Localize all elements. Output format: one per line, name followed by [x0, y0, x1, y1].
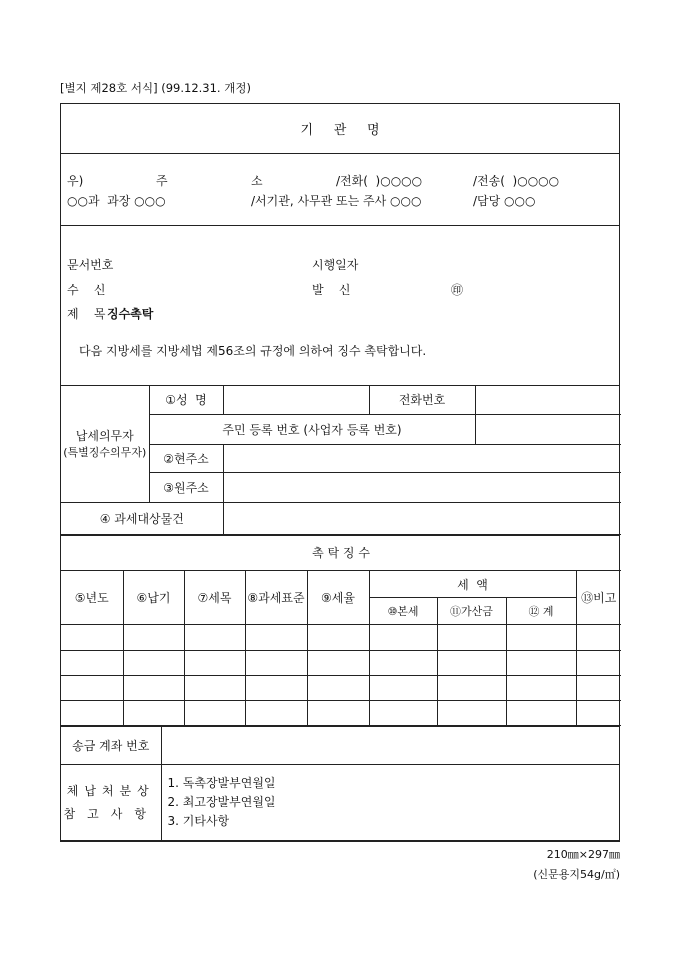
tax-cell[interactable] — [245, 676, 307, 701]
tax-cell[interactable] — [506, 651, 576, 676]
reference-item: 1. 독촉장발부연월일 — [167, 775, 276, 790]
tax-cell[interactable] — [245, 625, 307, 651]
form-label: [별지 제28호 서식] (99.12.31. 개정) — [60, 81, 251, 95]
tax-cell[interactable] — [61, 651, 123, 676]
tax-cell[interactable] — [307, 676, 369, 701]
address-label-1: 주 — [156, 174, 168, 188]
phone-field[interactable] — [475, 386, 621, 414]
reference-label-1: 체납처분상 — [66, 784, 155, 798]
tax-row — [61, 651, 621, 676]
collection-section — [61, 536, 619, 728]
tax-cell[interactable] — [307, 651, 369, 676]
phone-label: 전화번호 — [369, 386, 475, 414]
col-base: ⑧과세표준 — [245, 571, 307, 625]
postal-label: 우) — [67, 174, 84, 188]
recipient-label: 수 신 — [67, 283, 106, 297]
address-section — [61, 154, 619, 226]
tax-cell[interactable] — [184, 701, 245, 726]
tax-cell[interactable] — [437, 676, 506, 701]
tax-cell[interactable] — [437, 625, 506, 651]
tax-cell[interactable] — [576, 701, 621, 726]
reference-item: 3. 기타사항 — [167, 813, 230, 828]
current-address-label: ②현주소 — [149, 444, 223, 472]
tax-cell[interactable] — [307, 701, 369, 726]
tax-cell[interactable] — [369, 701, 437, 726]
col-surcharge: ⑪가산금 — [437, 598, 506, 625]
reference-item: 2. 최고장발부연월일 — [167, 794, 276, 809]
name-label: ①성 명 — [149, 386, 223, 414]
tax-cell[interactable] — [245, 701, 307, 726]
tax-cell[interactable] — [369, 676, 437, 701]
tax-cell[interactable] — [184, 625, 245, 651]
tax-cell[interactable] — [576, 651, 621, 676]
reference-label-cell — [61, 764, 161, 840]
col-amount: 세 액 — [369, 571, 576, 598]
tax-cell[interactable] — [437, 701, 506, 726]
body-text: 다음 지방세를 지방세법 제56조의 규정에 의하여 징수 촉탁합니다. — [79, 344, 427, 358]
phone-label: /전화( )○○○○ — [336, 174, 423, 188]
reference-label-2: 참고사항 — [63, 807, 158, 821]
taxpayer-section — [61, 386, 619, 536]
officer: /서기관, 사무관 또는 주사 ○○○ — [251, 194, 422, 208]
bottom-section — [61, 727, 619, 841]
tax-cell[interactable] — [123, 651, 184, 676]
tax-cell[interactable] — [369, 651, 437, 676]
tax-cell[interactable] — [61, 625, 123, 651]
tax-cell[interactable] — [61, 676, 123, 701]
current-address-field[interactable] — [223, 444, 621, 472]
taxpayer-sublabel: (특별징수의무자) — [63, 446, 147, 460]
tax-row — [61, 701, 621, 726]
tax-cell[interactable] — [123, 701, 184, 726]
subject-label: 제 목 — [67, 307, 106, 321]
original-address-label: ③원주소 — [149, 472, 223, 502]
remit-account-field[interactable] — [161, 727, 619, 764]
doc-number-label: 문서번호 — [67, 258, 114, 272]
col-note: ⑬비고 — [576, 571, 621, 625]
reg-number-field[interactable] — [475, 414, 621, 444]
subject: 징수촉탁 — [107, 307, 154, 321]
tax-row — [61, 625, 621, 651]
collection-title: 촉 탁 징 수 — [61, 536, 621, 571]
name-field[interactable] — [223, 386, 369, 414]
col-period: ⑥납기 — [123, 571, 184, 625]
tax-cell[interactable] — [506, 676, 576, 701]
address-label-2: 소 — [251, 174, 263, 188]
tax-cell[interactable] — [245, 651, 307, 676]
tax-row — [61, 676, 621, 701]
agency-title-section — [61, 104, 619, 154]
tax-cell[interactable] — [184, 676, 245, 701]
tax-cell[interactable] — [307, 625, 369, 651]
agency-title: 기 관 명 — [300, 123, 380, 138]
person-in-charge: /담당 ○○○ — [473, 194, 536, 208]
taxpayer-label-cell — [61, 386, 149, 502]
paper-type: (신문용지54g/㎡) — [533, 868, 620, 881]
form-frame — [60, 103, 620, 842]
fax-label: /전송( )○○○○ — [473, 174, 560, 188]
col-principal: ⑩본세 — [369, 598, 437, 625]
exec-date-label: 시행일자 — [312, 258, 359, 272]
tax-cell[interactable] — [369, 625, 437, 651]
reg-number-label: 주민 등록 번호 (사업자 등록 번호) — [149, 414, 475, 444]
remit-account-label: 송금 계좌 번호 — [61, 727, 161, 764]
col-item: ⑦세목 — [184, 571, 245, 625]
seal-mark: ㊞ — [451, 283, 464, 297]
col-year: ⑤년도 — [61, 571, 123, 625]
col-total: ⑫ 계 — [506, 598, 576, 625]
tax-cell[interactable] — [184, 651, 245, 676]
taxpayer-label: 납세의무자 — [75, 429, 134, 444]
document-section — [61, 226, 619, 386]
tax-cell[interactable] — [506, 625, 576, 651]
department-head: ○○과 과장 ○○○ — [67, 194, 166, 208]
tax-cell[interactable] — [123, 625, 184, 651]
tax-cell[interactable] — [61, 701, 123, 726]
sender-label: 발 신 — [312, 283, 351, 297]
paper-size: 210㎜×297㎜ — [546, 848, 620, 861]
tax-cell[interactable] — [506, 701, 576, 726]
tax-cell[interactable] — [576, 676, 621, 701]
col-rate: ⑨세율 — [307, 571, 369, 625]
tax-object-field[interactable] — [223, 502, 621, 534]
original-address-field[interactable] — [223, 472, 621, 502]
tax-cell[interactable] — [576, 625, 621, 651]
tax-cell[interactable] — [123, 676, 184, 701]
tax-object-label: ④ 과세대상물건 — [61, 502, 223, 534]
tax-cell[interactable] — [437, 651, 506, 676]
